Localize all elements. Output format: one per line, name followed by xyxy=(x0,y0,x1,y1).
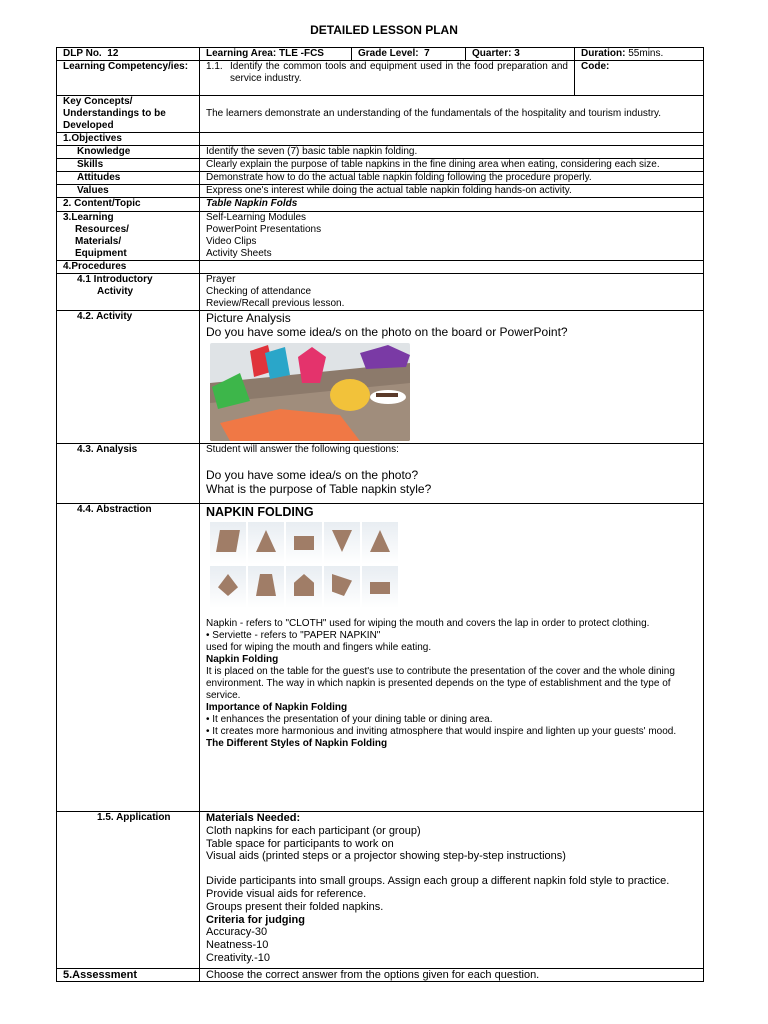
competency-statement: Identify the common tools and equipment used in the food preparation and service industry. xyxy=(230,61,568,84)
application-row xyxy=(57,812,704,969)
resources-label-line: 3.Learning xyxy=(63,212,114,223)
grade-value: 7 xyxy=(424,48,430,59)
code-label: Code: xyxy=(575,61,704,96)
procedures-empty xyxy=(200,261,704,274)
analysis-intro: Student will answer the following questions: xyxy=(206,444,399,455)
list-item: Provide visual aids for reference. xyxy=(206,887,367,900)
resources-label-line: Equipment xyxy=(75,248,127,259)
skills-row xyxy=(57,159,704,172)
attitudes-label: Attitudes xyxy=(57,172,200,185)
napkin-fold-tile xyxy=(210,566,246,608)
folding-text: It is placed on the table for the guest's use to contribute the presentation of the cover and the whole dining environment. The way in which napkin is presented depends on the type of establishment and the type of service. xyxy=(206,666,675,701)
competency-label: Learning Competency/ies: xyxy=(57,61,200,96)
skills-label: Skills xyxy=(57,159,200,172)
napkin-fold-tile xyxy=(248,566,284,608)
dlp-label: DLP No. xyxy=(63,48,102,59)
resources-label-line: Resources/ xyxy=(75,224,129,235)
activity-row xyxy=(57,311,704,444)
importance-point: • It enhances the presentation of your dining table or dining area. xyxy=(206,714,493,725)
list-item: Activity Sheets xyxy=(206,248,272,259)
attitudes-row xyxy=(57,172,704,185)
list-item: Divide participants into small groups. Assign each group a different napkin fold style to practice. xyxy=(206,875,670,888)
objectives-empty xyxy=(200,133,704,146)
analysis-row xyxy=(57,444,704,504)
napkin-fold-tile xyxy=(248,522,284,564)
resources-list xyxy=(200,212,704,261)
abstraction-content xyxy=(200,504,704,812)
list-item: Checking of attendance xyxy=(206,286,312,297)
analysis-label: 4.3. Analysis xyxy=(57,444,200,504)
styles-heading: The Different Styles of Napkin Folding xyxy=(206,738,388,749)
introductory-row xyxy=(57,274,704,311)
document-title: DETAILED LESSON PLAN xyxy=(310,23,458,37)
activity-line: Do you have some idea/s on the photo on the board or PowerPoint? xyxy=(206,325,568,339)
materials-heading: Materials Needed: xyxy=(206,812,301,824)
list-item: Creativity.-10 xyxy=(206,951,270,964)
values-row xyxy=(57,185,704,198)
introductory-label-line: Activity xyxy=(97,286,134,297)
napkin-photo-illustration xyxy=(210,343,410,441)
napkin-fold-tile xyxy=(324,522,360,564)
key-concepts-label-line: Understandings to be xyxy=(63,108,166,119)
key-concepts-label-line: Key Concepts/ xyxy=(63,96,133,107)
area-label: Learning Area: xyxy=(206,48,277,59)
list-item: Video Clips xyxy=(206,236,257,247)
introductory-label xyxy=(57,274,200,311)
activity-label: 4.2. Activity xyxy=(57,311,200,444)
procedures-label: 4.Procedures xyxy=(57,261,200,274)
importance-point: • It creates more harmonious and inviting atmosphere that would inspire and lighten up your guests' mood. xyxy=(206,726,677,737)
analysis-question: Do you have some idea/s on the photo? xyxy=(206,468,419,482)
napkin-folds-image xyxy=(210,522,697,608)
procedures-row xyxy=(57,261,704,274)
competency-text xyxy=(200,61,575,96)
content-row xyxy=(57,198,704,212)
assessment-text: Choose the correct answer from the options given for each question. xyxy=(200,969,704,982)
quarter-cell xyxy=(466,48,575,61)
assessment-row xyxy=(57,969,704,982)
list-item: Visual aids (printed steps or a projector showing step-by-step instructions) xyxy=(206,850,566,863)
header-row xyxy=(57,48,704,61)
napkin-fold-tile xyxy=(362,566,398,608)
list-item: Prayer xyxy=(206,274,236,285)
introductory-list xyxy=(200,274,704,311)
assessment-label: 5.Assessment xyxy=(57,969,200,982)
list-item: PowerPoint Presentations xyxy=(206,224,322,235)
criteria-heading: Criteria for judging xyxy=(206,913,305,926)
knowledge-label: Knowledge xyxy=(57,146,200,159)
key-concepts-label-line: Developed xyxy=(63,120,114,131)
content-value: Table Napkin Folds xyxy=(200,198,704,212)
key-concepts-row xyxy=(57,96,704,133)
resources-label xyxy=(57,212,200,261)
list-item: Cloth napkins for each participant (or group) xyxy=(206,824,421,837)
skills-text: Clearly explain the purpose of table napkins in the fine dining area when eating, considering each size. xyxy=(200,159,704,172)
serviette-use: used for wiping the mouth and fingers while eating. xyxy=(206,642,432,653)
quarter-label: Quarter: xyxy=(472,48,512,59)
area-cell xyxy=(200,48,352,61)
napkin-fold-tile xyxy=(286,522,322,564)
napkin-fold-tile xyxy=(362,522,398,564)
list-item: Review/Recall previous lesson. xyxy=(206,298,345,309)
area-value: TLE -FCS xyxy=(278,48,324,59)
application-label: 1.5. Application xyxy=(57,812,200,969)
objectives-row xyxy=(57,133,704,146)
key-concepts-label xyxy=(57,96,200,133)
list-item: Self-Learning Modules xyxy=(206,212,307,223)
grade-label: Grade Level: xyxy=(358,48,419,59)
key-concepts-text: The learners demonstrate an understanding of the fundamentals of the hospitality and tourism industry. xyxy=(200,96,704,133)
knowledge-text: Identify the seven (7) basic table napkin folding. xyxy=(200,146,704,159)
napkin-fold-tile xyxy=(210,522,246,564)
analysis-question: What is the purpose of Table napkin style? xyxy=(206,482,432,496)
dlp-value: 12 xyxy=(107,48,119,59)
list-item: Neatness-10 xyxy=(206,939,269,952)
napkin-photo xyxy=(210,343,410,441)
resources-row xyxy=(57,212,704,261)
analysis-content xyxy=(200,444,704,504)
folding-heading: Napkin Folding xyxy=(206,654,279,665)
competency-number: 1.1. xyxy=(206,61,223,72)
values-text: Express one's interest while doing the actual table napkin folding hands-on activity. xyxy=(200,185,704,198)
napkin-fold-tile xyxy=(324,566,360,608)
application-content xyxy=(200,812,704,969)
activity-content xyxy=(200,311,704,444)
objectives-label: 1.Objectives xyxy=(57,133,200,146)
activity-line: Picture Analysis xyxy=(206,311,291,325)
abstraction-heading: NAPKIN FOLDING xyxy=(206,505,314,519)
competency-row xyxy=(57,61,704,96)
resources-label-line: Materials/ xyxy=(75,236,122,247)
list-item: Table space for participants to work on xyxy=(206,837,394,850)
napkin-fold-tile xyxy=(286,566,322,608)
introductory-label-line: 4.1 Introductory xyxy=(77,274,153,285)
duration-cell xyxy=(575,48,704,61)
lesson-plan-table xyxy=(56,47,704,982)
values-label: Values xyxy=(57,185,200,198)
list-item: Groups present their folded napkins. xyxy=(206,900,384,913)
dlp-cell xyxy=(57,48,200,61)
attitudes-text: Demonstrate how to do the actual table napkin folding following the procedure properly. xyxy=(200,172,704,185)
content-label: 2. Content/Topic xyxy=(57,198,200,212)
list-item: Accuracy-30 xyxy=(206,926,268,939)
quarter-value: 3 xyxy=(514,48,520,59)
grade-cell xyxy=(352,48,466,61)
duration-label: Duration: xyxy=(581,48,626,59)
napkin-definition: Napkin - refers to "CLOTH" used for wiping the mouth and covers the lap in order to protect clothing. xyxy=(206,618,650,629)
duration-value: 55mins. xyxy=(628,48,664,59)
abstraction-label: 4.4. Abstraction xyxy=(57,504,200,812)
abstraction-row xyxy=(57,504,704,812)
importance-heading: Importance of Napkin Folding xyxy=(206,702,348,713)
knowledge-row xyxy=(57,146,704,159)
serviette-definition: • Serviette - refers to "PAPER NAPKIN" xyxy=(206,630,381,641)
